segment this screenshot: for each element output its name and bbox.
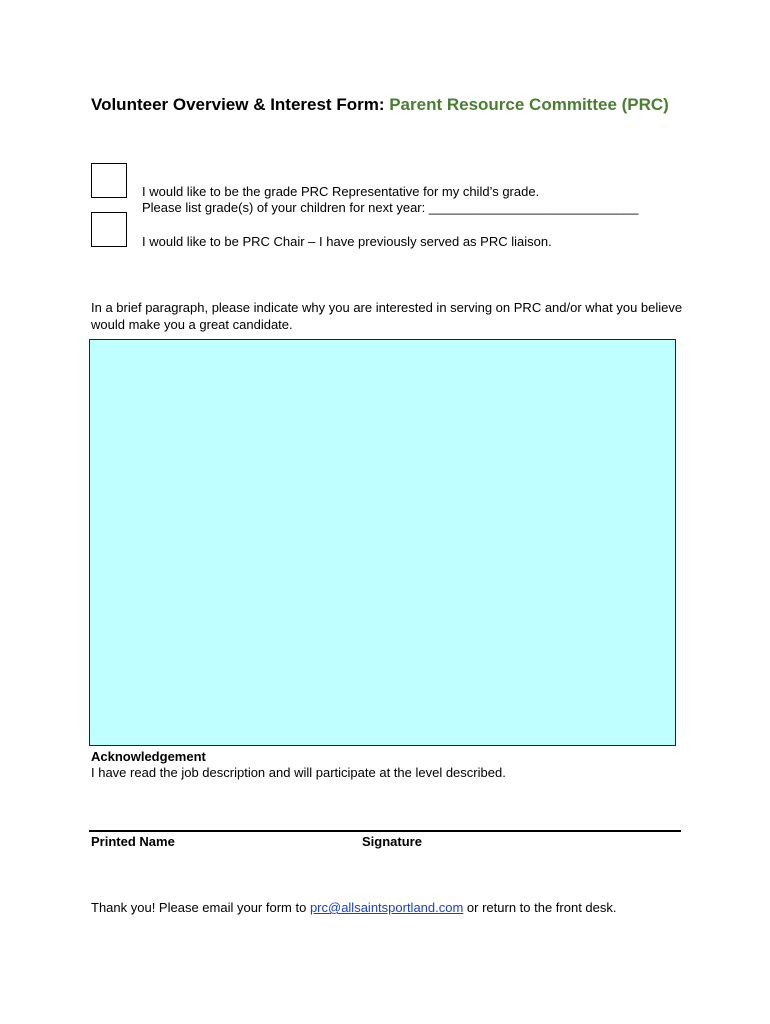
form-title-main: Volunteer Overview & Interest Form: [91, 95, 390, 114]
grade-list-field[interactable]: Please list grade(s) of your children for next year: _____________________________ [142, 200, 639, 215]
acknowledgement-text: I have read the job description and will participate at the level described. [91, 765, 506, 780]
grade-representative-label: I would like to be the grade PRC Representative for my child’s grade. [142, 184, 540, 199]
signature-label: Signature [362, 834, 422, 849]
grade-representative-checkbox[interactable] [91, 163, 127, 198]
email-link[interactable]: prc@allsaintsportland.com [309, 900, 464, 915]
thank-you-text: Thank you! Please email your form to [91, 900, 310, 915]
acknowledgement-heading: Acknowledgement [91, 749, 206, 764]
signature-line [89, 830, 681, 832]
form-title-committee: Parent Resource Committee (PRC) [389, 95, 669, 114]
thank-you-text-end: or return to the front desk. [463, 900, 617, 915]
prc-chair-label: I would like to be PRC Chair – I have previously served as PRC liaison. [142, 234, 552, 249]
form-title [91, 94, 691, 115]
grade-representative-option [142, 184, 639, 216]
thank-you-note [91, 900, 617, 916]
interest-paragraph-textarea[interactable] [89, 339, 676, 746]
paragraph-prompt: In a brief paragraph, please indicate why you are interested in serving on PRC and/or what you believe would make you a great candidate. [91, 300, 683, 332]
prc-chair-checkbox[interactable] [91, 212, 127, 247]
printed-name-label: Printed Name [91, 834, 175, 849]
